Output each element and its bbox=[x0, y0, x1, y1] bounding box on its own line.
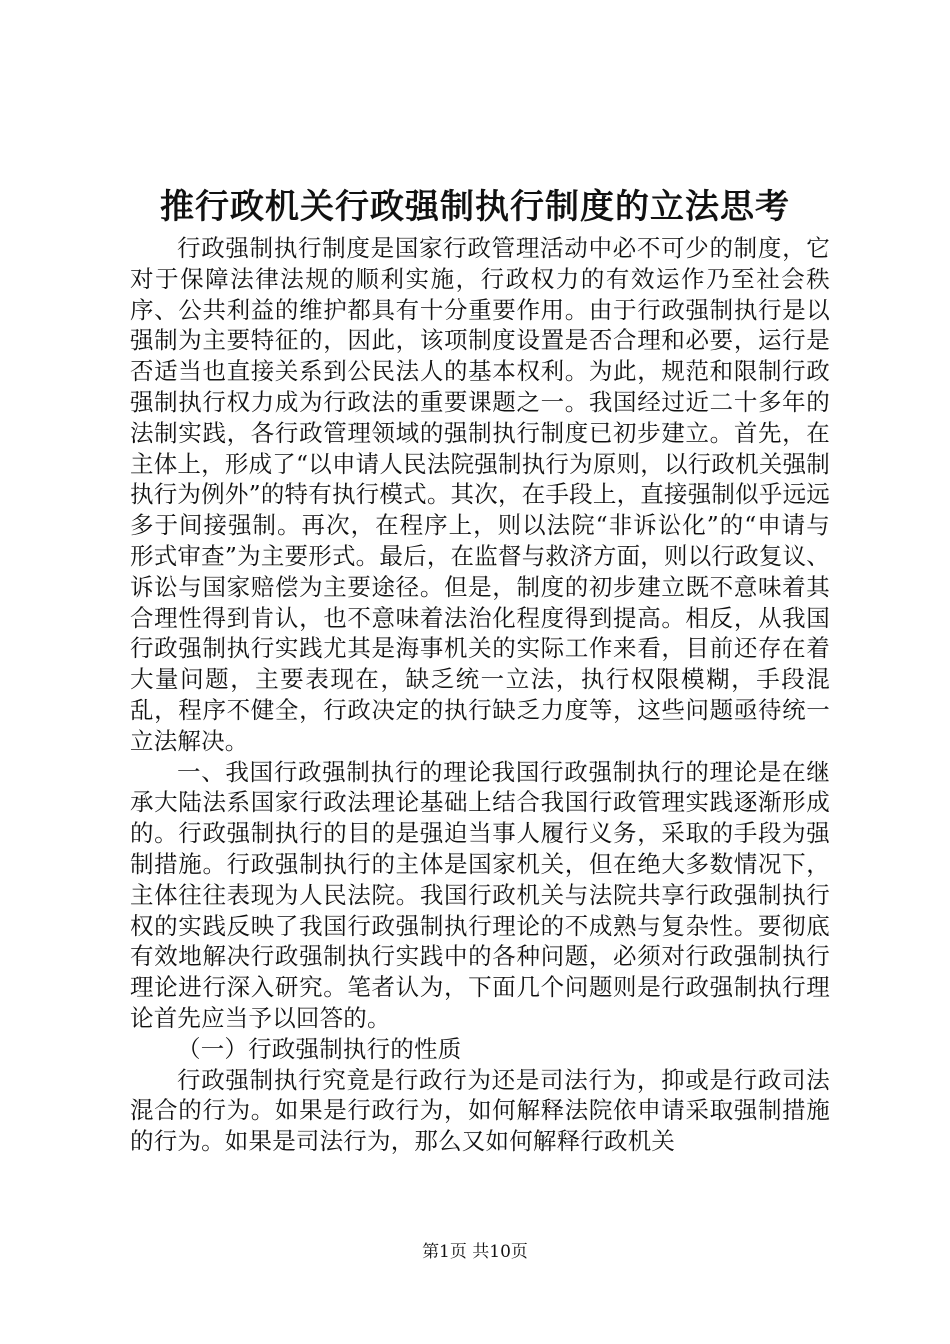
document-body bbox=[130, 233, 830, 1157]
page-footer: 第1页 共10页 bbox=[422, 1242, 528, 1262]
document-title: 推行政机关行政强制执行制度的立法思考 bbox=[160, 187, 790, 227]
subheading-nature: （一）行政强制执行的性质 bbox=[177, 1034, 462, 1063]
paragraph-nature: 行政强制执行究竟是行政行为还是司法行为，抑或是行政司法混合的行为。如果是行政行为，如何解释法院依申请采取强制措施的行为。如果是司法行为，那么又如何解释行政机关 bbox=[130, 1065, 830, 1156]
paragraph-intro: 行政强制执行制度是国家行政管理活动中必不可少的制度，它对于保障法律法规的顺利实施，行政权力的有效运作乃至社会秩序、公共利益的维护都具有十分重要作用。由于行政强制执行是以强制为主要特征的，因此，该项制度设置是否合理和必要，运行是否适当也直接关系到公民法人的基本权利。为此，规范和限制行政强制执行权力成为行政法的重要课题之一。我国经过近二十多年的法制实践，各行政管理领域的强制执行制度已初步建立。首先，在主体上，形成了“以申请人民法院强制执行为原则，以行政机关强制执行为例外”的特有执行模式。其次，在手段上，直接强制似乎远远多于间接强制。再次，在程序上，则以法院“非诉讼化”的“申请与形式审查”为主要形式。最后，在监督与救济方面，则以行政复议、诉讼与国家赔偿为主要途径。但是，制度的初步建立既不意味着其合理性得到肯认，也不意味着法治化程度得到提高。相反，从我国行政强制执行实践尤其是海事机关的实际工作来看，目前还存在着大量问题，主要表现在，缺乏统一立法，执行权限模糊，手段混乱，程序不健全，行政决定的执行缺乏力度等，这些问题亟待统一立法解决。 bbox=[130, 234, 830, 755]
paragraph-section-one: 一、我国行政强制执行的理论我国行政强制执行的理论是在继承大陆法系国家行政法理论基础上结合我国行政管理实践逐渐形成的。行政强制执行的目的是强迫当事人履行义务，采取的手段为强制措施。行政强制执行的主体是国家机关，但在绝大多数情况下，主体往往表现为人民法院。我国行政机关与法院共享行政强制执行权的实践反映了我国行政强制执行理论的不成熟与复杂性。要彻底有效地解决行政强制执行实践中的各种问题，必须对行政强制执行理论进行深入研究。笔者认为，下面几个问题则是行政强制执行理论首先应当予以回答的。 bbox=[130, 757, 830, 1032]
